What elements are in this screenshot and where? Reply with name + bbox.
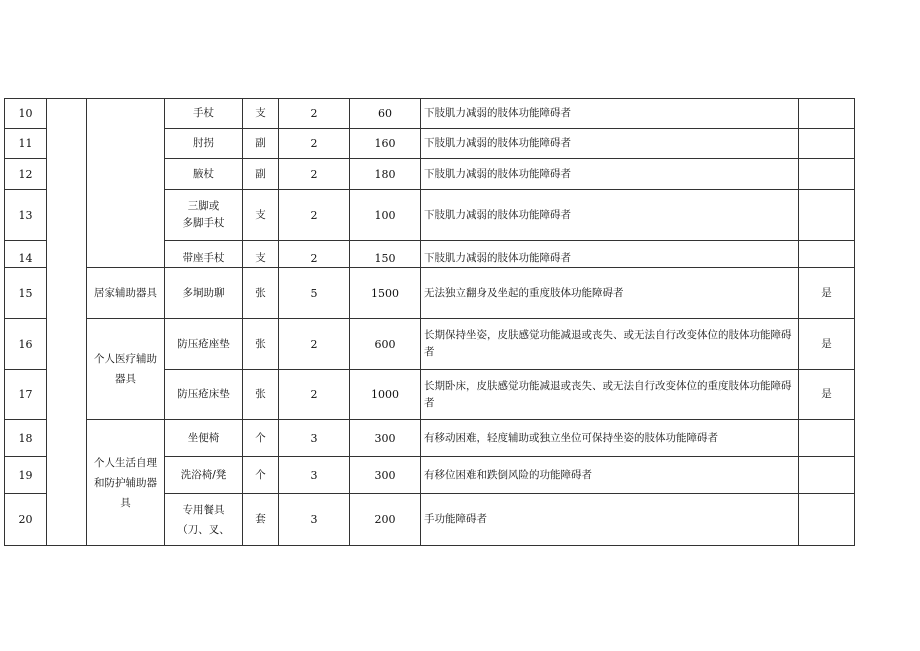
unit: 支: [243, 241, 279, 268]
row-number: 13: [5, 190, 47, 241]
quantity: 2: [279, 370, 350, 420]
price: 300: [350, 457, 421, 494]
item-name: 防压疮床垫: [165, 370, 243, 420]
item-name: 多垌助聊: [165, 268, 243, 319]
unit: 张: [243, 319, 279, 370]
row-number: 12: [5, 159, 47, 190]
quantity: 2: [279, 241, 350, 268]
quantity: 2: [279, 319, 350, 370]
row-number: 18: [5, 420, 47, 457]
flag: [799, 129, 855, 159]
item-name: 坐便椅: [165, 420, 243, 457]
price: 60: [350, 99, 421, 129]
item-name: [165, 494, 243, 546]
target-group: 下肢肌力减弱的肢体功能障碍者: [421, 241, 799, 268]
target-group: 手功能障碍者: [421, 494, 799, 546]
item-name-line: 三脚或: [187, 200, 220, 212]
category-label: 个人生活自理和防护辅助器具: [87, 420, 165, 546]
price: 160: [350, 129, 421, 159]
target-group: 无法独立翻身及坐起的重度肢体功能障碍者: [421, 268, 799, 319]
target-group: 下肢肌力减弱的肢体功能障碍者: [421, 159, 799, 190]
price: 1000: [350, 370, 421, 420]
item-name: 手杖: [165, 99, 243, 129]
unit: 套: [243, 494, 279, 546]
flag: 是: [799, 268, 855, 319]
row-number: 17: [5, 370, 47, 420]
quantity: 2: [279, 190, 350, 241]
price: 200: [350, 494, 421, 546]
flag: [799, 190, 855, 241]
item-name: [165, 190, 243, 241]
category-cell-empty: [87, 99, 165, 268]
table-row: [5, 319, 855, 370]
category-column-empty: [47, 99, 87, 546]
price: 600: [350, 319, 421, 370]
flag: [799, 420, 855, 457]
item-name-line: 多脚手杖: [182, 217, 225, 229]
target-group: 下肢肌力减弱的肢体功能障碍者: [421, 99, 799, 129]
unit: 个: [243, 457, 279, 494]
item-name-line: 专用餐具: [182, 503, 225, 516]
item-name: 腋杖: [165, 159, 243, 190]
item-name: 肘拐: [165, 129, 243, 159]
unit: 支: [243, 99, 279, 129]
quantity: 3: [279, 457, 350, 494]
quantity: 3: [279, 420, 350, 457]
row-number: 11: [5, 129, 47, 159]
item-name: 洗浴椅/凳: [165, 457, 243, 494]
table-row: [5, 268, 855, 319]
quantity: 3: [279, 494, 350, 546]
flag: [799, 241, 855, 268]
flag: 是: [799, 319, 855, 370]
row-number: 15: [5, 268, 47, 319]
category-label: 居家辅助器具: [87, 268, 165, 319]
price: 1500: [350, 268, 421, 319]
row-number: 19: [5, 457, 47, 494]
quantity: 5: [279, 268, 350, 319]
equipment-table: [4, 98, 855, 546]
price: 150: [350, 241, 421, 268]
unit: 个: [243, 420, 279, 457]
item-name: 带座手杖: [165, 241, 243, 268]
quantity: 2: [279, 159, 350, 190]
price: 180: [350, 159, 421, 190]
unit: 副: [243, 159, 279, 190]
target-group: 下肢肌力减弱的肢体功能障碍者: [421, 190, 799, 241]
target-group: 有移位困难和跌倒风险的功能障碍者: [421, 457, 799, 494]
category-label: 个人医疗辅助器具: [87, 319, 165, 420]
quantity: 2: [279, 99, 350, 129]
quantity: 2: [279, 129, 350, 159]
unit: 张: [243, 268, 279, 319]
row-number: 16: [5, 319, 47, 370]
row-number: 14: [5, 241, 47, 268]
table-row: [5, 99, 855, 129]
flag: 是: [799, 370, 855, 420]
table-row: [5, 420, 855, 457]
price: 300: [350, 420, 421, 457]
row-number: 10: [5, 99, 47, 129]
flag: [799, 494, 855, 546]
flag: [799, 159, 855, 190]
unit: 张: [243, 370, 279, 420]
flag: [799, 99, 855, 129]
unit: 副: [243, 129, 279, 159]
target-group: 长期卧床，皮肤感觉功能减退或丧失、或无法自行改变体位的重度肢体功能障碍者: [421, 370, 799, 420]
item-name-line: （刀、叉、: [177, 523, 230, 536]
price: 100: [350, 190, 421, 241]
item-name: 防压疮座垫: [165, 319, 243, 370]
unit: 支: [243, 190, 279, 241]
flag: [799, 457, 855, 494]
target-group: 有移动困难，轻度辅助或独立坐位可保持坐姿的肢体功能障碍者: [421, 420, 799, 457]
target-group: 下肢肌力减弱的肢体功能障碍者: [421, 129, 799, 159]
target-group: 长期保持坐姿，皮肤感觉功能减退或丧失、或无法自行改变体位的肢体功能障碍者: [421, 319, 799, 370]
row-number: 20: [5, 494, 47, 546]
